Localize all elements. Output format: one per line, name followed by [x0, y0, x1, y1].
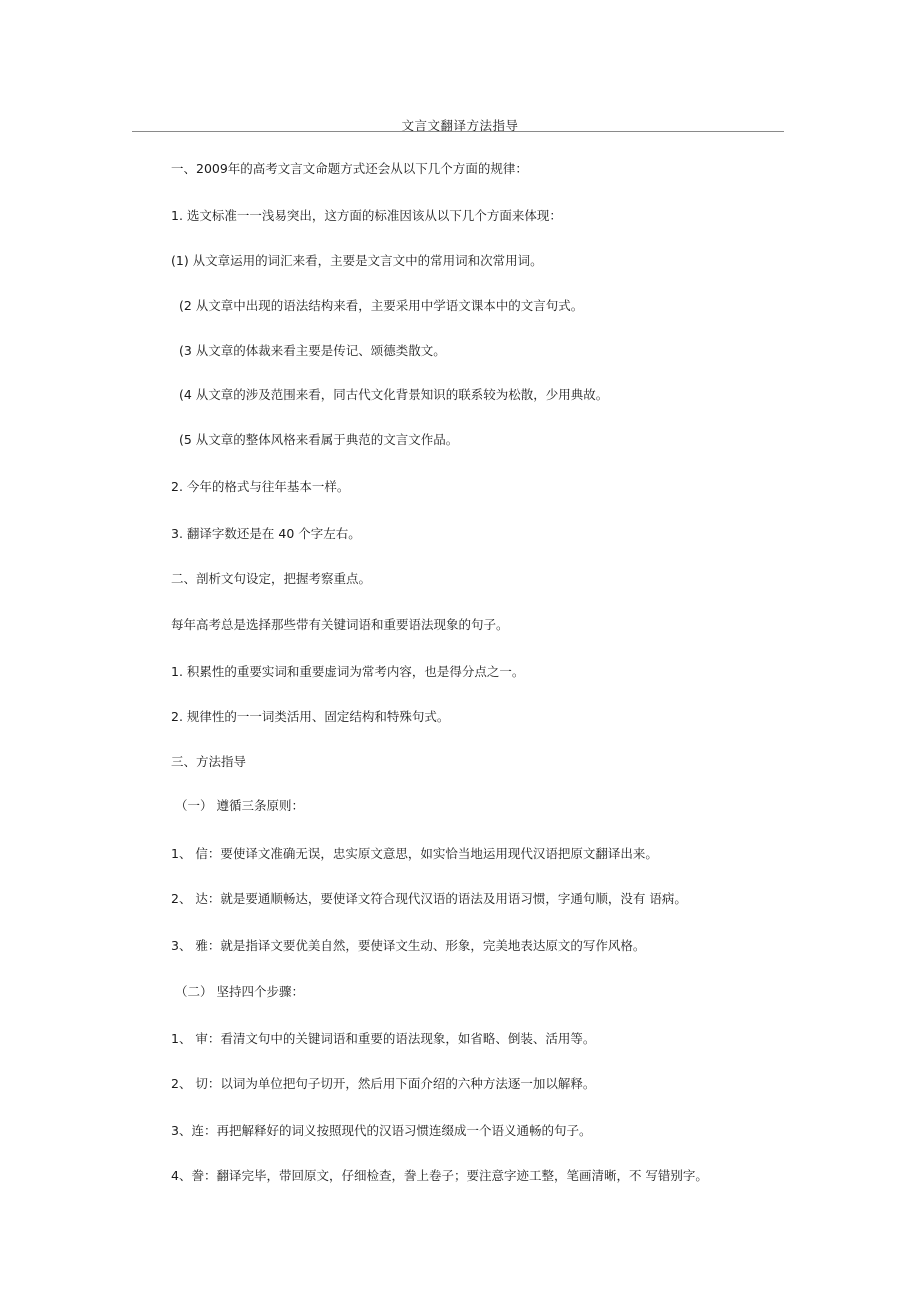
document-title: 文言文翻译方法指导: [401, 118, 519, 133]
list-item: 1、 信：要使译文准确无误，忠实原文意思，如实恰当地运用现代汉语把原文翻译出来。: [171, 846, 658, 861]
list-item: 1. 选文标准一一浅易突出，这方面的标准因该从以下几个方面来体现：: [171, 208, 562, 223]
list-item: 3、连：再把解释好的词义按照现代的汉语习惯连缀成一个语义通畅的句子。: [171, 1123, 592, 1138]
subsection-heading: （二） 坚持四个步骤：: [175, 984, 304, 999]
list-item: 1. 积累性的重要实词和重要虚词为常考内容，也是得分点之一。: [171, 664, 525, 679]
header-divider: [132, 131, 784, 132]
list-item: (3 从文章的体裁来看主要是传记、颂德类散文。: [179, 343, 446, 358]
list-item: 3、 雅：就是指译文要优美自然，要使译文生动、形象，完美地表达原文的写作风格。: [171, 938, 646, 953]
list-item: 1、 审：看清文句中的关键词语和重要的语法现象，如省略、倒装、活用等。: [171, 1031, 596, 1046]
section-heading-1: 一、2009年的高考文言文命题方式还会从以下几个方面的规律：: [171, 161, 528, 176]
list-item: 2. 今年的格式与往年基本一样。: [171, 479, 350, 494]
list-item: 3. 翻译字数还是在 40 个字左右。: [171, 526, 361, 541]
list-item: 4、誊：翻译完毕，带回原文，仔细检查，誊上卷子；要注意字迹工整，笔画清晰，不 写错别字。: [171, 1168, 708, 1183]
section-heading-3: 三、方法指导: [171, 754, 247, 769]
list-item: (2 从文章中出现的语法结构来看，主要采用中学语文课本中的文言句式。: [179, 298, 584, 313]
list-item: 2. 规律性的一一词类活用、固定结构和特殊句式。: [171, 709, 450, 724]
section-heading-2: 二、剖析文句设定，把握考察重点。: [171, 571, 372, 586]
subsection-heading: （一） 遵循三条原则：: [175, 798, 304, 813]
list-item: (4 从文章的涉及范围来看，同古代文化背景知识的联系较为松散，少用典故。: [179, 387, 609, 402]
paragraph: 每年高考总是选择那些带有关键词语和重要语法现象的句子。: [171, 617, 509, 632]
list-item: 2、 达：就是要通顺畅达，要使译文符合现代汉语的语法及用语习惯，字通句顺，没有 语病。: [171, 891, 687, 906]
list-item: (1) 从文章运用的词汇来看，主要是文言文中的常用词和次常用词。: [171, 253, 543, 268]
list-item: (5 从文章的整体风格来看属于典范的文言文作品。: [179, 432, 459, 447]
list-item: 2、 切：以词为单位把句子切开，然后用下面介绍的六种方法逐一加以解释。: [171, 1076, 596, 1091]
